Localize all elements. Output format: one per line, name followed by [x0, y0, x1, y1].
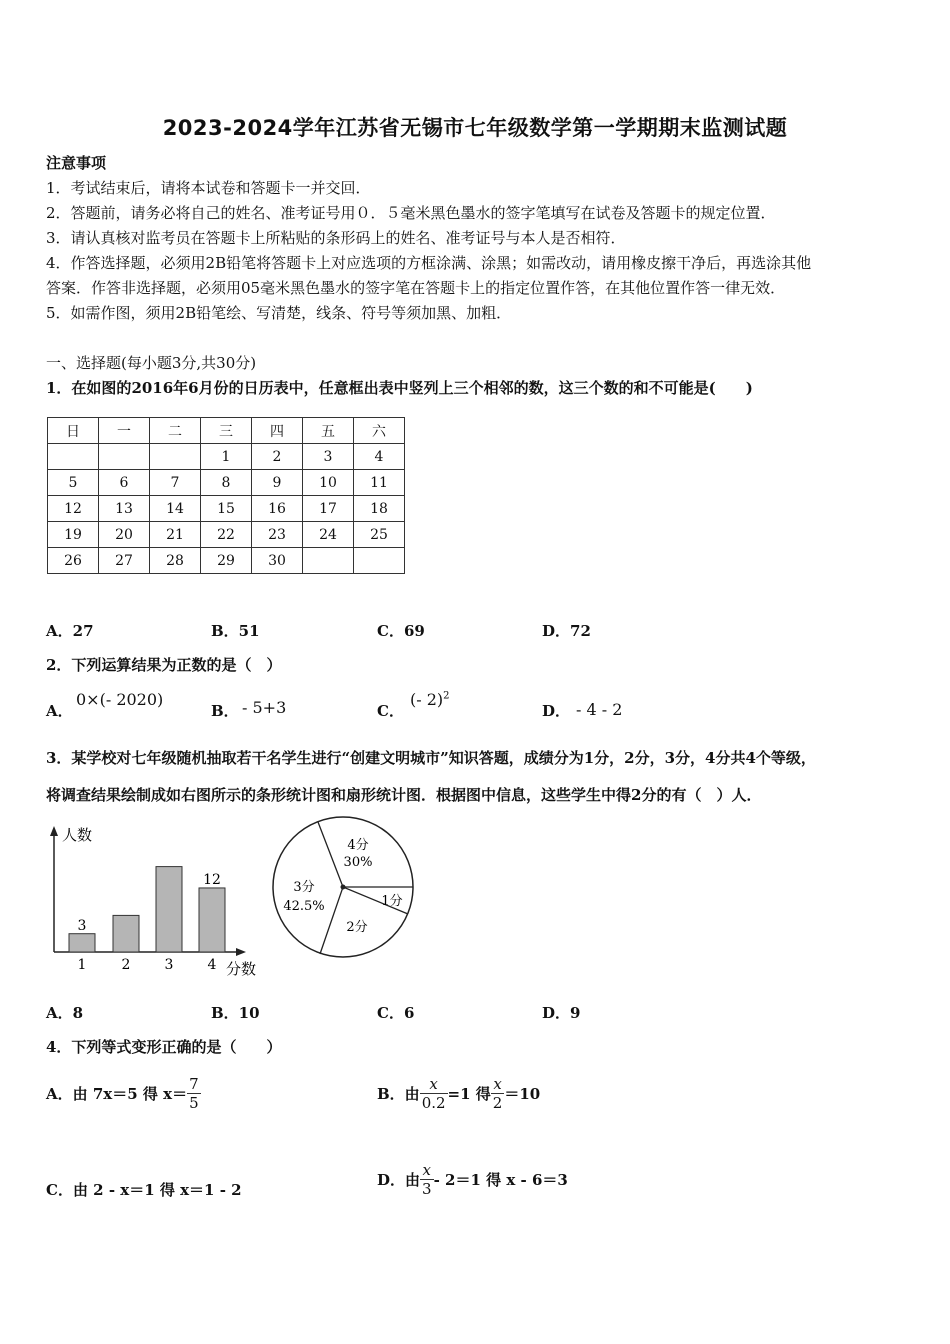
calendar-row	[48, 522, 405, 548]
q4-option-d-prefix: D．由	[377, 1170, 421, 1189]
calendar-cell: 15	[201, 496, 252, 522]
calendar-cell: 16	[252, 496, 303, 522]
pie-slice-label-1: 1分	[381, 894, 403, 909]
calendar-table	[47, 417, 405, 574]
calendar-cell: 30	[252, 548, 303, 574]
calendar-header-cell: 三	[201, 418, 252, 444]
q4-option-b-middle: =1 得	[447, 1084, 491, 1103]
fraction-numerator: 7	[189, 1074, 199, 1093]
notice-item: 答案．作答非选择题，必须用05毫米黑色墨水的签字笔在答题卡上的指定位置作答，在其他位置作答一律无效．	[46, 279, 786, 297]
pie-divider	[320, 887, 343, 954]
q1-option-c: C．69	[377, 622, 425, 640]
calendar-cell: 25	[354, 522, 405, 548]
q2-option-a-expr: 0×(- 2020)	[76, 690, 164, 709]
section-heading: 一、选择题(每小题3分,共30分)	[46, 354, 257, 372]
pie-slice-value-3: 42.5%	[283, 899, 325, 914]
calendar-cell: 6	[99, 470, 150, 496]
calendar-header-cell: 日	[48, 418, 99, 444]
fraction-denominator: 0.2	[421, 1093, 446, 1112]
notice-item: 1．考试结束后，请将本试卷和答题卡一并交回．	[46, 179, 371, 197]
calendar-header-cell: 四	[252, 418, 303, 444]
calendar-cell	[150, 444, 201, 470]
fraction-numerator: x	[422, 1160, 432, 1179]
calendar-cell	[99, 444, 150, 470]
bar-score-4	[199, 888, 225, 952]
calendar-cell: 5	[48, 470, 99, 496]
q2-option-d-label: D．	[542, 702, 571, 720]
calendar-cell: 17	[303, 496, 354, 522]
calendar-cell: 1	[201, 444, 252, 470]
q3-option-d: D．9	[542, 1004, 581, 1022]
calendar-cell	[48, 444, 99, 470]
q4-option-d-suffix: - 2＝1 得 x - 6＝3	[433, 1170, 568, 1189]
calendar-cell: 13	[99, 496, 150, 522]
bar-score-2	[113, 915, 139, 952]
calendar-cell: 14	[150, 496, 201, 522]
q4-option-d-fraction	[420, 1161, 434, 1198]
calendar-cell: 28	[150, 548, 201, 574]
calendar-cell: 11	[354, 470, 405, 496]
calendar-cell: 20	[99, 522, 150, 548]
q3-option-a: A．8	[46, 1004, 84, 1022]
q4-option-c: C．由 2 - x＝1 得 x＝1 - 2	[46, 1181, 242, 1199]
pie-slice-value-4: 30%	[343, 855, 373, 870]
notice-item: 2．答题前，请务必将自己的姓名、准考证号用０．５毫米黑色墨水的签字笔填写在试卷及答题卡的规定位置．	[46, 204, 776, 222]
calendar-cell: 23	[252, 522, 303, 548]
calendar-cell	[303, 548, 354, 574]
notice-item: 5．如需作图，须用2B铅笔绘、写清楚，线条、符号等须加黑、加粗．	[46, 304, 512, 322]
calendar-cell: 10	[303, 470, 354, 496]
question-3-text-line-2: 将调查结果绘制成如右图所示的条形统计图和扇形统计图．根据图中信息，这些学生中得2分的有（ ）人．	[46, 786, 762, 804]
q2-option-b-expr: - 5+3	[242, 698, 287, 717]
q2-option-c-label: C．	[377, 702, 404, 720]
bar-tick-label: 2	[121, 957, 131, 973]
calendar-cell: 2	[252, 444, 303, 470]
bar-tick-label: 4	[207, 957, 217, 973]
calendar-cell: 22	[201, 522, 252, 548]
page-title: 2023-2024学年江苏省无锡市七年级数学第一学期期末监测试题	[162, 116, 788, 140]
calendar-cell: 27	[99, 548, 150, 574]
q3-option-b: B．10	[211, 1004, 260, 1022]
q1-option-a: A．27	[46, 622, 94, 640]
q3-option-c: C．6	[377, 1004, 415, 1022]
fraction-numerator: x	[493, 1074, 502, 1093]
q4-option-a-prefix: A．由 7x＝5 得 x＝	[46, 1084, 188, 1103]
q4-option-a	[46, 1070, 201, 1116]
q4-option-b-prefix: B．由	[377, 1084, 420, 1103]
calendar-row	[48, 444, 405, 470]
bar-score-3	[156, 867, 182, 952]
bar-data-label: 3	[77, 918, 87, 934]
pie-center	[341, 885, 346, 890]
pie-chart	[268, 812, 418, 962]
pie-slice-label-4: 4分	[347, 838, 369, 853]
pie-divider	[318, 822, 343, 887]
notice-item: 3．请认真核对监考员在答题卡上所粘贴的条形码上的姓名、准考证号与本人是否相符．	[46, 229, 626, 247]
calendar-cell: 24	[303, 522, 354, 548]
question-2-text: 2．下列运算结果为正数的是（ ）	[46, 656, 282, 674]
q4-option-b-suffix: ＝10	[504, 1084, 541, 1103]
calendar-cell: 7	[150, 470, 201, 496]
x-axis-arrow-icon	[236, 948, 246, 956]
question-1-text: 1．在如图的2016年6月份的日历表中，任意框出表中竖列上三个相邻的数，这三个数的和不可能是( )	[46, 379, 753, 397]
fraction-denominator: 2	[492, 1093, 503, 1112]
bar-chart-x-label: 分数	[226, 960, 257, 978]
calendar-cell: 21	[150, 522, 201, 548]
calendar-row	[48, 470, 405, 496]
calendar-cell: 29	[201, 548, 252, 574]
calendar-cell: 26	[48, 548, 99, 574]
calendar-cell: 4	[354, 444, 405, 470]
fraction-numerator: x	[429, 1074, 438, 1093]
question-4-text: 4．下列等式变形正确的是（ ）	[46, 1038, 282, 1056]
q4-option-d	[377, 1154, 568, 1204]
bar-chart-y-label: 人数	[62, 826, 93, 844]
bar-tick-label: 3	[164, 957, 174, 973]
calendar-cell: 3	[303, 444, 354, 470]
calendar-cell: 9	[252, 470, 303, 496]
calendar-row	[48, 548, 405, 574]
bar-score-1	[69, 934, 95, 952]
pie-slice-label-2: 2分	[346, 920, 368, 935]
q4-option-a-fraction	[187, 1075, 201, 1112]
pie-slice-label-3: 3分	[293, 880, 315, 895]
q2-option-c-exponent: 2	[443, 690, 450, 702]
fraction-denominator: 5	[189, 1093, 199, 1112]
q1-option-b: B．51	[211, 622, 260, 640]
y-axis-arrow-icon	[50, 826, 58, 836]
question-3-text-line-1: 3．某学校对七年级随机抽取若干名学生进行“创建文明城市”知识答题，成绩分为1分，2分，3分，4分共4个等级，	[46, 749, 816, 767]
notice-item: 4．作答选择题，必须用2B铅笔将答题卡上对应选项的方框涂满、涂黑；如需改动，请用橡皮擦干净后，再选涂其他	[46, 254, 812, 272]
fraction-denominator: 3	[422, 1179, 432, 1198]
q2-option-a-label: A．	[46, 702, 73, 720]
bar-data-label: 12	[203, 872, 221, 888]
q4-option-b-fraction-1	[420, 1075, 448, 1112]
q2-option-c-expr	[410, 690, 450, 709]
bar-tick-label: 1	[77, 957, 87, 973]
calendar-cell: 8	[201, 470, 252, 496]
q1-option-d: D．72	[542, 622, 591, 640]
q2-option-d-expr: - 4 - 2	[576, 700, 623, 719]
calendar-cell: 12	[48, 496, 99, 522]
q4-option-b-fraction-2	[491, 1075, 505, 1112]
calendar-header-cell: 六	[354, 418, 405, 444]
calendar-header-cell: 一	[99, 418, 150, 444]
notice-heading: 注意事项	[46, 154, 107, 172]
calendar-header-cell: 二	[150, 418, 201, 444]
calendar-cell: 18	[354, 496, 405, 522]
calendar-header-row	[48, 418, 405, 444]
q4-option-b	[377, 1070, 540, 1116]
q2-option-c-base: (- 2)	[410, 690, 444, 709]
calendar-row	[48, 496, 405, 522]
calendar-header-cell: 五	[303, 418, 354, 444]
calendar-cell: 19	[48, 522, 99, 548]
calendar-cell	[354, 548, 405, 574]
bar-chart	[40, 822, 265, 982]
q2-option-b-label: B．	[211, 702, 239, 720]
